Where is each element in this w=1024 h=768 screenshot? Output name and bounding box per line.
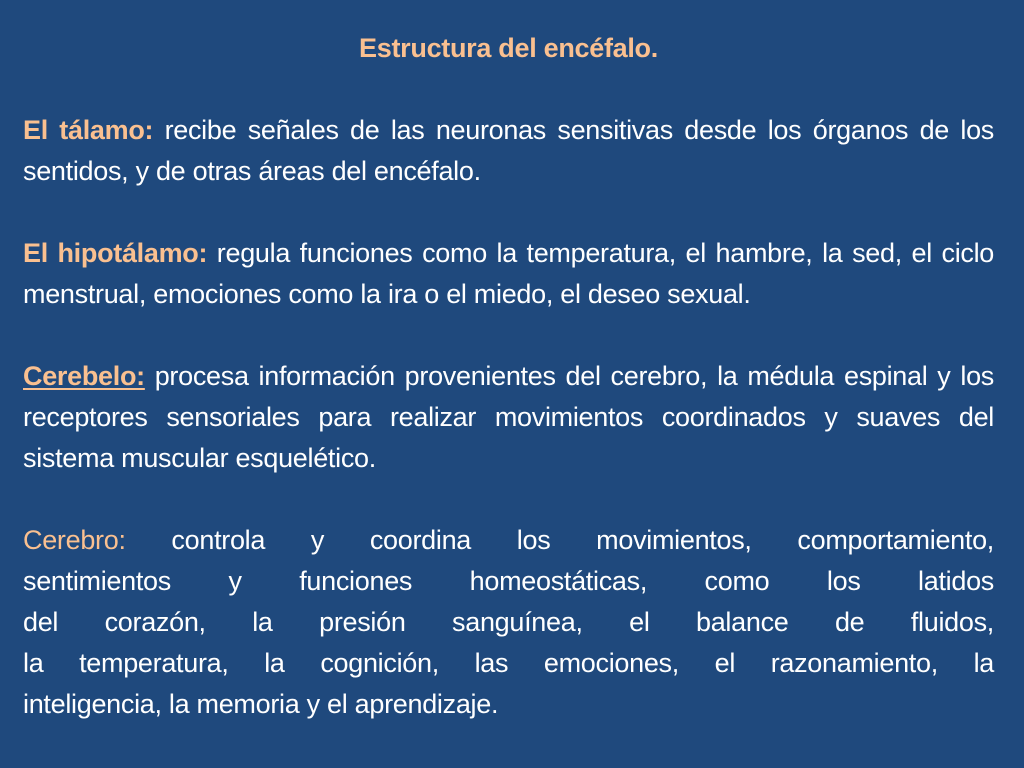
section-cerebelo bbox=[23, 356, 994, 479]
cerebro-line-2: sentimientos y funciones homeostáticas, como los latidos bbox=[23, 566, 994, 596]
cerebro-line-1 bbox=[23, 520, 994, 561]
text-talamo: recibe señales de las neuronas sensitivas desde los órganos de los sentidos, y de otras áreas del encéfalo. bbox=[23, 115, 994, 186]
cerebro-line-3: del corazón, la presión sanguínea, el balance de fluidos, bbox=[23, 607, 994, 637]
term-cerebro: Cerebro: bbox=[23, 525, 126, 555]
section-hipotalamo bbox=[23, 233, 994, 315]
section-cerebro bbox=[23, 520, 994, 725]
section-talamo bbox=[23, 110, 994, 192]
text-hipotalamo: regula funciones como la temperatura, el hambre, la sed, el ciclo menstrual, emociones como la ira o el miedo, el deseo sexual. bbox=[23, 238, 995, 309]
cerebro-line-5: inteligencia, la memoria y el aprendizaje. bbox=[23, 689, 499, 719]
term-talamo: El tálamo: bbox=[23, 115, 154, 145]
text-cerebro-line-1: controla y coordina los movimientos, comportamiento, bbox=[125, 525, 994, 555]
text-cerebelo: procesa información provenientes del cerebro, la médula espinal y los receptores sensoriales para realizar movimientos coordinados y suaves del sistema muscular esquelético. bbox=[23, 361, 994, 473]
slide-title: Estructura del encéfalo. bbox=[359, 33, 658, 63]
term-hipotalamo: El hipotálamo: bbox=[23, 238, 208, 268]
term-cerebelo: Cerebelo: bbox=[23, 361, 145, 391]
cerebro-line-4: la temperatura, la cognición, las emociones, el razonamiento, la bbox=[23, 648, 994, 678]
